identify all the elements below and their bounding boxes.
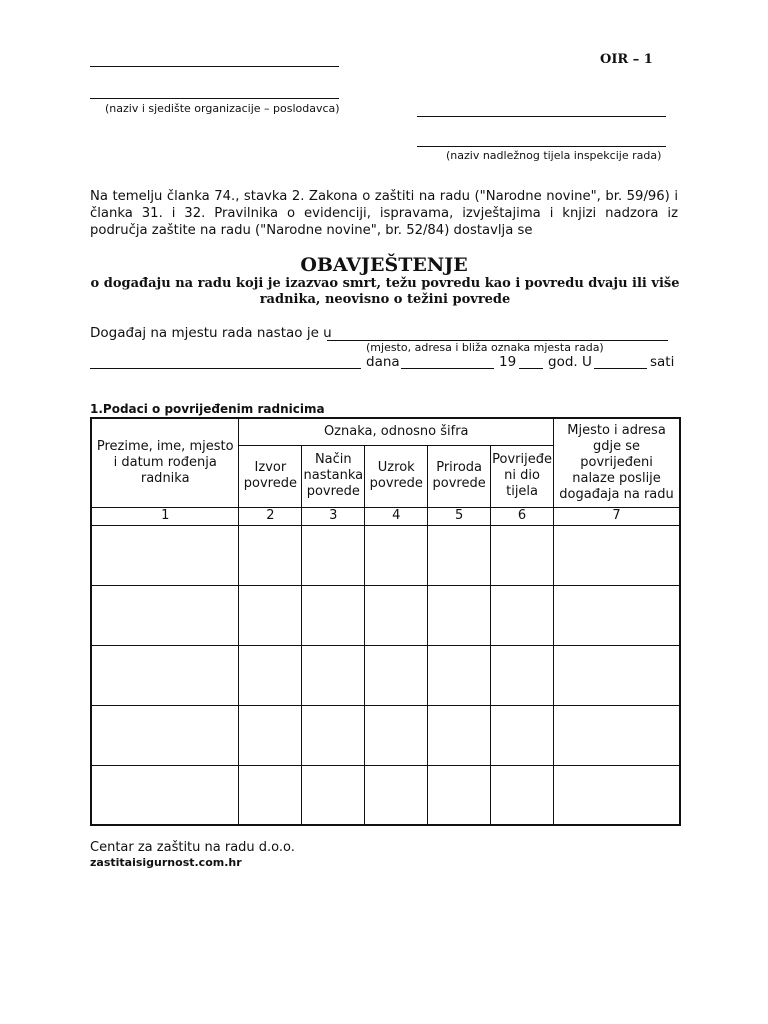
section1-title: 1.Podaci o povrijeđenim radnicima (90, 402, 325, 416)
table-cell[interactable] (91, 765, 239, 825)
table-row (91, 585, 680, 645)
table-cell[interactable] (365, 525, 428, 585)
table-cell[interactable] (491, 705, 554, 765)
table-cell[interactable] (239, 765, 302, 825)
day-line[interactable] (401, 368, 494, 369)
table-cell[interactable] (554, 585, 680, 645)
table-cell[interactable] (91, 645, 239, 705)
table-cell[interactable] (239, 525, 302, 585)
subheader-nacin: Način nastanka povrede (302, 445, 365, 507)
table-row (91, 645, 680, 705)
intro-paragraph: Na temelju članka 74., stavka 2. Zakona o zaštiti na radu ("Narodne novine", br. 59/96) i članka 31. i 32. Pravilnika o evidenciji, ispravama, izvještajima i knjizi nadzora iz područja zaštite na radu ("Narodne novine", br. 52/84) dostavlja se (90, 189, 678, 238)
table-cell[interactable] (491, 765, 554, 825)
col7-header: Mjesto i adresa gdje se povrijeđeni nalaze poslije događaja na radu (554, 418, 680, 507)
col-number-5: 5 (428, 507, 491, 525)
subheader-izvor: Izvor povrede (239, 445, 302, 507)
table-cell[interactable] (554, 645, 680, 705)
table-cell[interactable] (302, 585, 365, 645)
col-number-2: 2 (239, 507, 302, 525)
table-cell[interactable] (239, 645, 302, 705)
col-number-4: 4 (365, 507, 428, 525)
table-cell[interactable] (365, 645, 428, 705)
dana-label: dana (366, 354, 400, 370)
table-cell[interactable] (365, 765, 428, 825)
sati-label: sati (650, 354, 675, 370)
org-name-line-1[interactable] (90, 66, 339, 67)
event-label: Događaj na mjestu rada nastao je u (90, 325, 332, 341)
col1-header: Prezime, ime, mjesto i datum rođenja radnika (91, 418, 239, 507)
table-cell[interactable] (365, 705, 428, 765)
table-cell[interactable] (302, 645, 365, 705)
table-cell[interactable] (302, 525, 365, 585)
table-row (91, 525, 680, 585)
table-cell[interactable] (428, 705, 491, 765)
table-cell[interactable] (91, 525, 239, 585)
table-cell[interactable] (302, 705, 365, 765)
year-line[interactable] (519, 368, 543, 369)
col-number-1: 1 (91, 507, 239, 525)
year-label: 19 (499, 354, 517, 370)
table-cell[interactable] (239, 705, 302, 765)
table-cell[interactable] (554, 705, 680, 765)
subheader-priroda: Priroda povrede (428, 445, 491, 507)
inspection-caption: (naziv nadležnog tijela inspekcije rada) (446, 149, 662, 162)
table-cell[interactable] (91, 585, 239, 645)
subheader-uzrok: Uzrok povrede (365, 445, 428, 507)
inspection-line-1[interactable] (417, 116, 666, 117)
table-cell[interactable] (428, 765, 491, 825)
group-header: Oznaka, odnosno šifra (239, 418, 554, 445)
col-number-7: 7 (554, 507, 680, 525)
table-cell[interactable] (239, 585, 302, 645)
table-cell[interactable] (428, 585, 491, 645)
table-cell[interactable] (554, 525, 680, 585)
table-row (91, 705, 680, 765)
subtitle-line-1: o događaju na radu koji je izazvao smrt, težu povredu kao i povredu dvaju ili više (90, 276, 680, 291)
col-number-6: 6 (491, 507, 554, 525)
footer-company: Centar za zaštitu na radu d.o.o. (90, 840, 295, 855)
table-cell[interactable] (491, 585, 554, 645)
hour-line[interactable] (594, 368, 647, 369)
god-u-label: god. U (548, 354, 592, 370)
column-number-row (91, 507, 680, 525)
table-row (91, 765, 680, 825)
table-cell[interactable] (91, 705, 239, 765)
org-caption: (naziv i sjedište organizacije – poslodavca) (105, 102, 340, 115)
inspection-line-2[interactable] (417, 146, 666, 147)
table-cell[interactable] (428, 525, 491, 585)
injured-workers-table (90, 417, 681, 826)
table-cell[interactable] (554, 765, 680, 825)
page-title: OBAVJEŠTENJE (300, 254, 468, 276)
table-cell[interactable] (428, 645, 491, 705)
table-cell[interactable] (365, 585, 428, 645)
org-name-line-2[interactable] (90, 98, 339, 99)
footer-website: zastitaisigurnost.com.hr (90, 856, 242, 869)
subheader-povrijedeni-dio: Povrijeđe ni dio tijela (491, 445, 554, 507)
form-code: OIR – 1 (600, 52, 653, 67)
subtitle-line-2: radnika, neovisno o težini povrede (259, 292, 511, 307)
event-place-line-2[interactable] (90, 368, 361, 369)
col-number-3: 3 (302, 507, 365, 525)
event-place-caption: (mjesto, adresa i bliža oznaka mjesta rada) (366, 341, 604, 354)
table-cell[interactable] (491, 525, 554, 585)
table-cell[interactable] (302, 765, 365, 825)
table-cell[interactable] (491, 645, 554, 705)
